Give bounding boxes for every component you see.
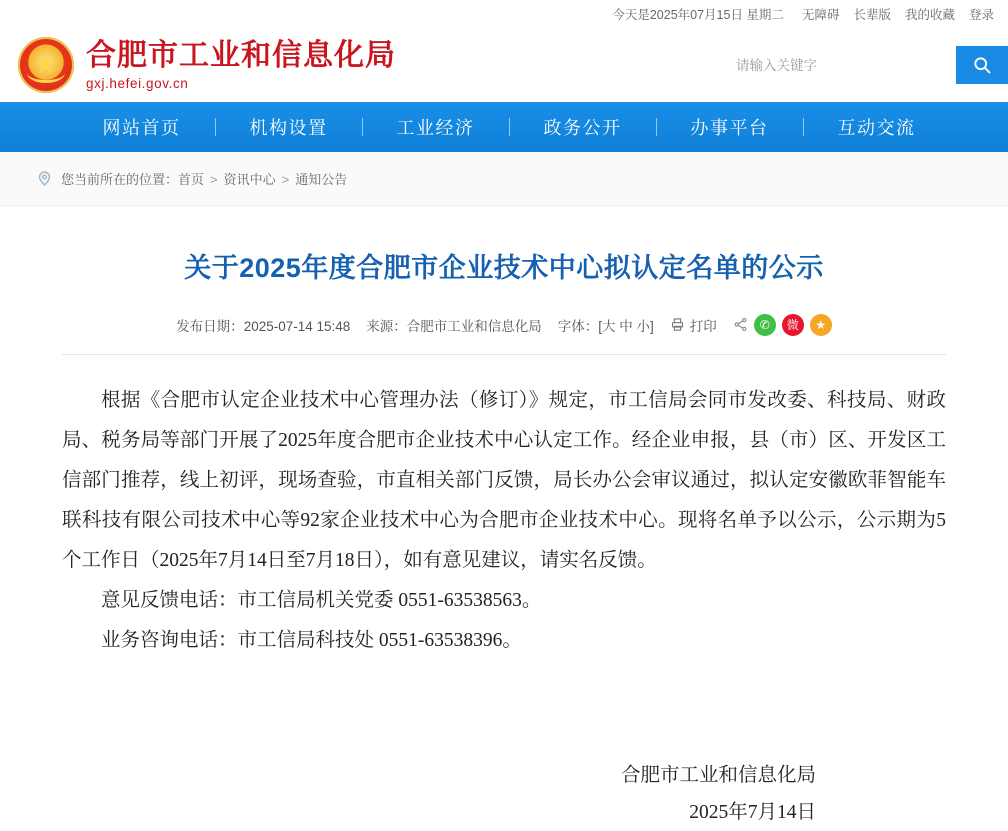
site-title: 合肥市工业和信息化局	[86, 38, 396, 72]
article-paragraph: 意见反馈电话：市工信局机关党委 0551-63538563。	[101, 589, 542, 611]
printer-icon	[670, 317, 685, 332]
print-button[interactable]	[670, 315, 717, 335]
site-header	[0, 28, 1008, 102]
article-meta	[62, 314, 946, 336]
favorite-share-icon[interactable]: ★	[810, 314, 832, 336]
publish-date-label: 发布日期：	[176, 318, 244, 334]
share-node-icon[interactable]	[733, 317, 748, 332]
national-emblem-icon	[18, 37, 74, 93]
nav-item-1[interactable]: 网站首页	[102, 118, 181, 138]
site-logo[interactable]	[18, 37, 396, 93]
article-paragraph: 业务咨询电话：市工信局科技处 0551-63538396。	[101, 629, 522, 651]
large-print-link[interactable]: 长辈版	[853, 8, 891, 22]
print-label: 打印	[689, 318, 717, 334]
breadcrumb-item-1[interactable]: 首页	[178, 172, 205, 187]
breadcrumb-bar	[0, 152, 1008, 206]
site-domain: gxj.hefei.gov.cn	[86, 76, 189, 92]
font-size-switcher[interactable]	[558, 315, 654, 335]
nav-item-3[interactable]: 工业经济	[396, 118, 475, 138]
breadcrumb	[0, 169, 347, 188]
breadcrumb-separator: >	[210, 172, 218, 187]
signature-date: 2025年7月14日	[689, 801, 816, 823]
share-group	[733, 314, 832, 336]
my-favorites-link[interactable]: 我的收藏	[904, 8, 955, 22]
nav-item-6[interactable]: 互动交流	[837, 118, 916, 138]
source-value: 合肥市工业和信息化局	[406, 318, 542, 334]
search-input[interactable]	[726, 46, 956, 84]
search-area	[726, 46, 1008, 84]
breadcrumb-item-2[interactable]: 资讯中心	[223, 172, 276, 187]
main-navigation	[0, 102, 1008, 152]
accessibility-link[interactable]: 无障碍	[801, 8, 840, 22]
nav-item-2[interactable]: 机构设置	[249, 118, 328, 138]
search-button[interactable]	[956, 46, 1008, 84]
breadcrumb-item-3[interactable]: 通知公告	[295, 172, 348, 187]
publish-date-item	[176, 315, 350, 335]
article-container	[0, 250, 1008, 831]
breadcrumb-prefix: 您当前所在的位置：	[61, 172, 179, 187]
font-size-options[interactable]: [大 中 小]	[598, 318, 654, 334]
font-size-label: 字体：	[557, 318, 599, 334]
article-paragraph: 根据《合肥市认定企业技术中心管理办法（修订）》规定，市工信局会同市发改委、科技局、财政局、税务局等部门开展了2025年度合肥市企业技术中心认定工作。经企业申报，县（市）区、开发区工信部门推荐，线上初评，现场查验，市直相关部门反馈，局长办公会审议通过，拟认定安徽欧菲智能车联科技有限公司技术中心等92家企业技术中心为合肥市企业技术中心。现将名单予以公示，公示期为5个工作日（2025年7月14日至7月18日），如有意见建议，请实名反馈。	[62, 389, 946, 571]
top-utility-bar	[0, 0, 1008, 28]
article-body	[62, 381, 946, 661]
wechat-share-icon[interactable]: ✆	[754, 314, 776, 336]
page-title: 关于2025年度合肥市企业技术中心拟认定名单的公示	[184, 253, 824, 283]
location-pin-icon	[36, 170, 53, 187]
breadcrumb-separator: >	[281, 172, 290, 187]
article-signature	[62, 757, 946, 831]
login-link[interactable]: 登录	[968, 8, 994, 22]
meta-divider	[62, 354, 946, 355]
nav-item-4[interactable]: 政务公开	[543, 118, 622, 138]
weibo-share-icon[interactable]: 微	[782, 314, 804, 336]
signature-org: 合肥市工业和信息化局	[620, 764, 816, 786]
source-label: 来源：	[366, 318, 407, 334]
source-item	[366, 315, 542, 335]
search-icon	[972, 55, 992, 75]
current-date-text: 今天是2025年07月15日 星期二	[612, 8, 784, 22]
publish-date-value: 2025-07-14 15:48	[243, 318, 351, 334]
nav-item-5[interactable]: 办事平台	[690, 118, 769, 138]
